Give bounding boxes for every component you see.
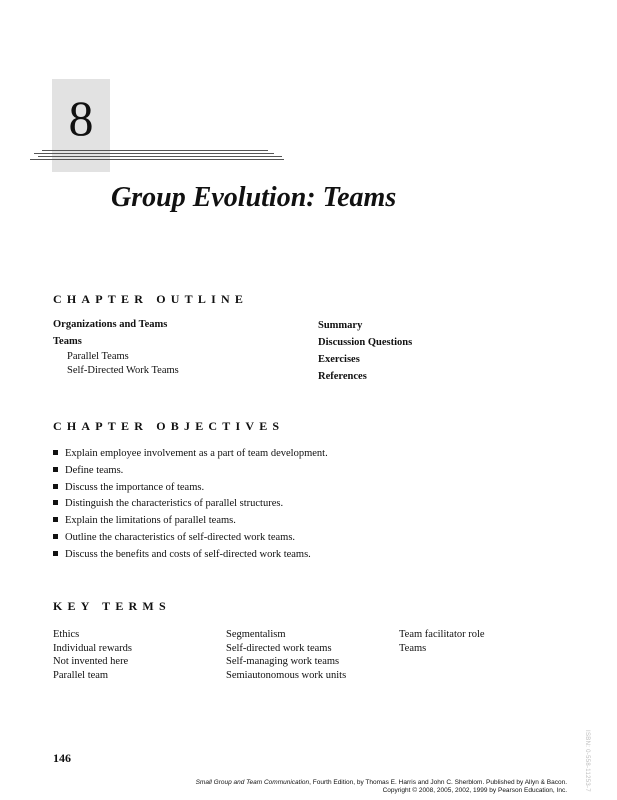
title-rule <box>42 150 268 151</box>
key-term: Ethics <box>53 629 80 640</box>
key-term: Team facilitator role <box>399 629 485 640</box>
square-bullet-icon <box>53 467 58 472</box>
title-rule <box>30 159 284 160</box>
list-item: Distinguish the characteristics of parallel structures. <box>53 496 328 513</box>
square-bullet-icon <box>53 484 58 489</box>
copyright-footer <box>196 779 567 795</box>
page-number: 146 <box>53 751 71 765</box>
key-term: Segmentalism <box>226 629 286 640</box>
key-terms-column-1 <box>53 628 132 682</box>
footer-line-2: Copyright © 2008, 2005, 2002, 1999 by Pearson Education, Inc. <box>382 787 567 794</box>
key-term: Self-directed work teams <box>226 642 332 654</box>
outline-item: References <box>318 371 367 382</box>
outline-item: Summary <box>318 320 363 331</box>
title-rule <box>38 156 282 157</box>
list-item: Discuss the benefits and costs of self-directed work teams. <box>53 547 328 564</box>
list-item: Discuss the importance of teams. <box>53 480 328 497</box>
chapter-objectives-heading: CHAPTER OBJECTIVES <box>53 419 285 433</box>
square-bullet-icon <box>53 551 58 556</box>
outline-subitem: Self-Directed Work Teams <box>67 364 179 376</box>
key-term: Individual rewards <box>53 642 133 654</box>
key-term: Teams <box>399 642 427 654</box>
key-term: Self-managing work teams <box>226 656 340 667</box>
list-item: Define teams. <box>53 463 328 480</box>
outline-item: Discussion Questions <box>318 337 413 348</box>
list-item: Explain employee involvement as a part of team development. <box>53 446 328 463</box>
outline-item: Organizations and Teams <box>53 319 168 330</box>
key-term: Semiautonomous work units <box>226 669 347 681</box>
outline-item: Exercises <box>318 354 360 365</box>
key-terms-column-3 <box>399 628 485 655</box>
list-item: Outline the characteristics of self-directed work teams. <box>53 530 328 547</box>
key-term: Not invented here <box>53 656 129 667</box>
square-bullet-icon <box>53 500 58 505</box>
chapter-number: 8 <box>68 90 94 146</box>
objectives-list <box>53 446 328 564</box>
key-term: Parallel team <box>53 669 109 681</box>
outline-item: Teams <box>53 336 82 347</box>
outline-left-column <box>53 317 179 377</box>
square-bullet-icon <box>53 450 58 455</box>
square-bullet-icon <box>53 534 58 539</box>
square-bullet-icon <box>53 517 58 522</box>
outline-right-column <box>318 317 412 385</box>
book-title: Small Group and Team Communication <box>195 779 310 786</box>
title-rule <box>34 153 274 154</box>
key-terms-heading: KEY TERMS <box>53 599 171 613</box>
isbn-watermark: ISBN: 0-558-11253-7 <box>584 730 590 792</box>
list-item: Explain the limitations of parallel teams. <box>53 513 328 530</box>
key-terms-column-2 <box>226 628 346 682</box>
outline-subitem: Parallel Teams <box>67 351 129 362</box>
footer-line-1: Small Group and Team Communication, Fourth Edition, by Thomas E. Harris and John C. Sherblom. Published by Allyn & Bacon. <box>195 779 567 786</box>
chapter-outline-heading: CHAPTER OUTLINE <box>53 292 249 306</box>
chapter-title: Group Evolution: Teams <box>111 182 397 213</box>
